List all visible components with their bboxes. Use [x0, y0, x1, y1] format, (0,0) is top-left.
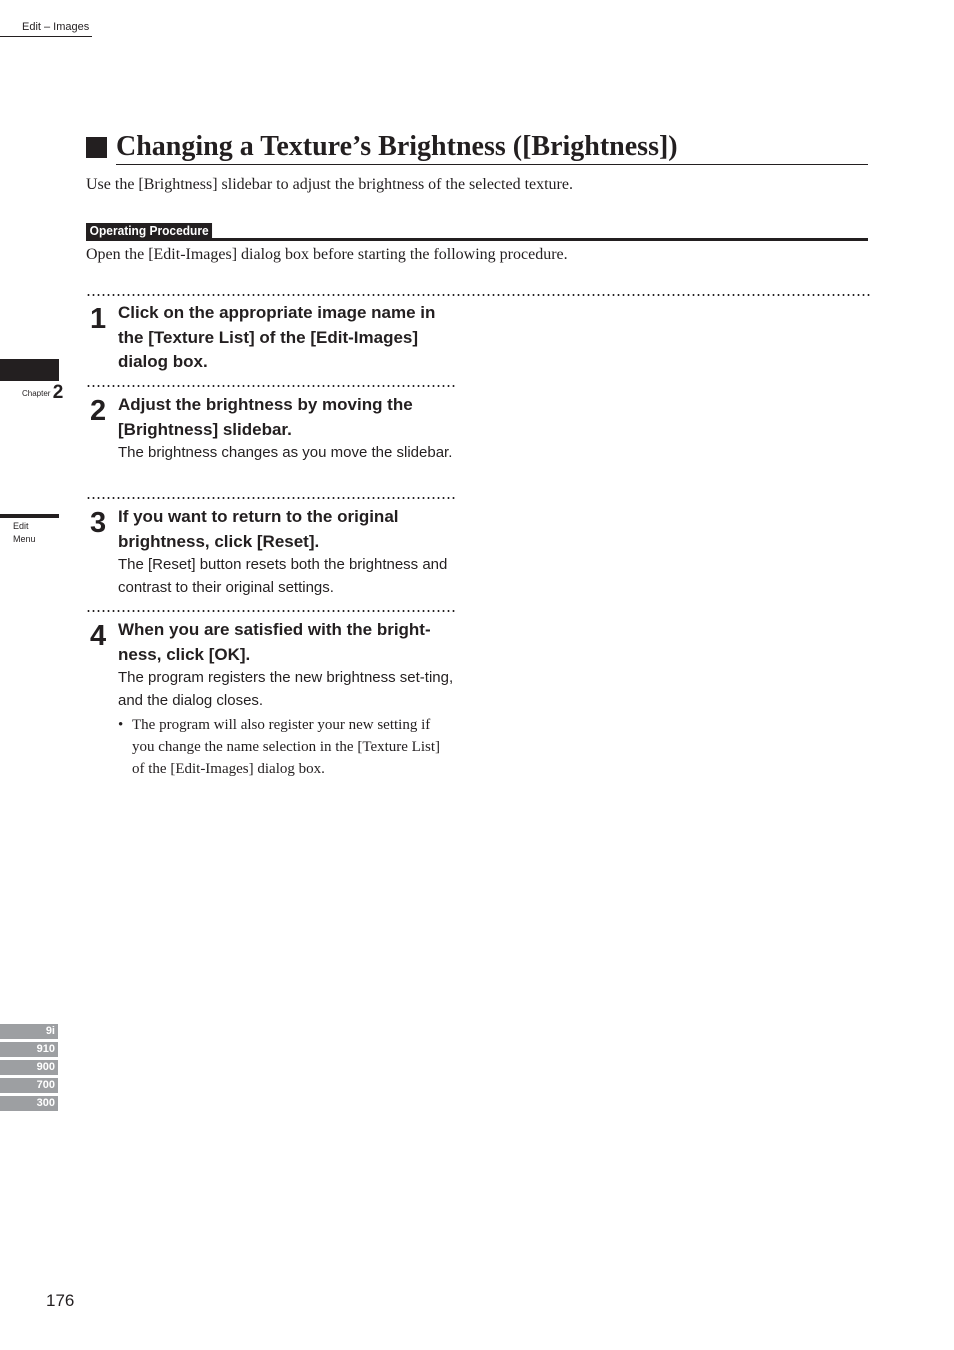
section-tab — [13, 520, 36, 546]
running-head: Edit – Images — [0, 21, 92, 37]
step-description: The program registers the new brightness set-ting, and the dialog closes. — [118, 669, 454, 709]
bullet-icon: • — [118, 717, 124, 733]
section-heading — [86, 130, 868, 165]
step-2 — [86, 393, 456, 465]
model-tab-900: 900 — [0, 1060, 58, 1075]
step-heading: When you are satisfied with the bright-ness, click [OK]. — [118, 620, 431, 664]
model-tab-910: 910 — [0, 1042, 58, 1057]
heading-square-icon — [86, 137, 107, 158]
step-number: 4 — [90, 620, 106, 652]
procedure-note: Open the [Edit-Images] dialog box before starting the following procedure. — [86, 246, 568, 263]
step-heading: If you want to return to the original brightness, click [Reset]. — [118, 507, 399, 551]
dotted-divider — [86, 497, 456, 499]
section-tab-bar — [0, 514, 59, 518]
step-3 — [86, 505, 456, 599]
section-tab-line-2: Menu — [13, 534, 36, 544]
page-number: 176 — [46, 1291, 75, 1310]
step-description: The brightness changes as you move the slidebar. — [118, 444, 453, 461]
step-note-text: The program will also register your new setting if you change the name selection in the [Texture List] of the [Edit-Images] dialog box. — [132, 717, 441, 777]
dotted-divider — [86, 610, 456, 612]
step-number: 2 — [90, 395, 106, 427]
section-intro: Use the [Brightness] slidebar to adjust the brightness of the selected texture. — [86, 176, 573, 193]
dotted-divider — [86, 294, 870, 296]
section-title: Changing a Texture’s Brightness ([Brightness]) — [116, 130, 868, 165]
procedure-label: Operating Procedure — [86, 223, 212, 239]
step-number: 3 — [90, 507, 106, 539]
chapter-tab-bar — [0, 359, 59, 381]
model-tab-700: 700 — [0, 1078, 58, 1093]
step-1 — [86, 301, 456, 375]
step-4 — [86, 618, 456, 780]
step-description: The [Reset] button resets both the brightness and contrast to their original settings. — [118, 556, 448, 596]
chapter-word: Chapter — [22, 389, 51, 398]
dotted-divider — [86, 385, 456, 387]
model-tabs — [0, 1024, 58, 1114]
chapter-tab — [22, 383, 63, 404]
procedure-bar — [86, 222, 868, 241]
chapter-number: 2 — [52, 382, 64, 403]
step-number: 1 — [90, 303, 106, 335]
model-tab-9i: 9i — [0, 1024, 58, 1039]
model-tab-300: 300 — [0, 1096, 58, 1111]
section-tab-line-1: Edit — [13, 521, 29, 531]
step-heading: Adjust the brightness by moving the [Brightness] slidebar. — [118, 395, 413, 439]
step-note — [118, 714, 456, 780]
step-heading: Click on the appropriate image name in the [Texture List] of the [Edit-Images] dialog box. — [118, 303, 436, 371]
